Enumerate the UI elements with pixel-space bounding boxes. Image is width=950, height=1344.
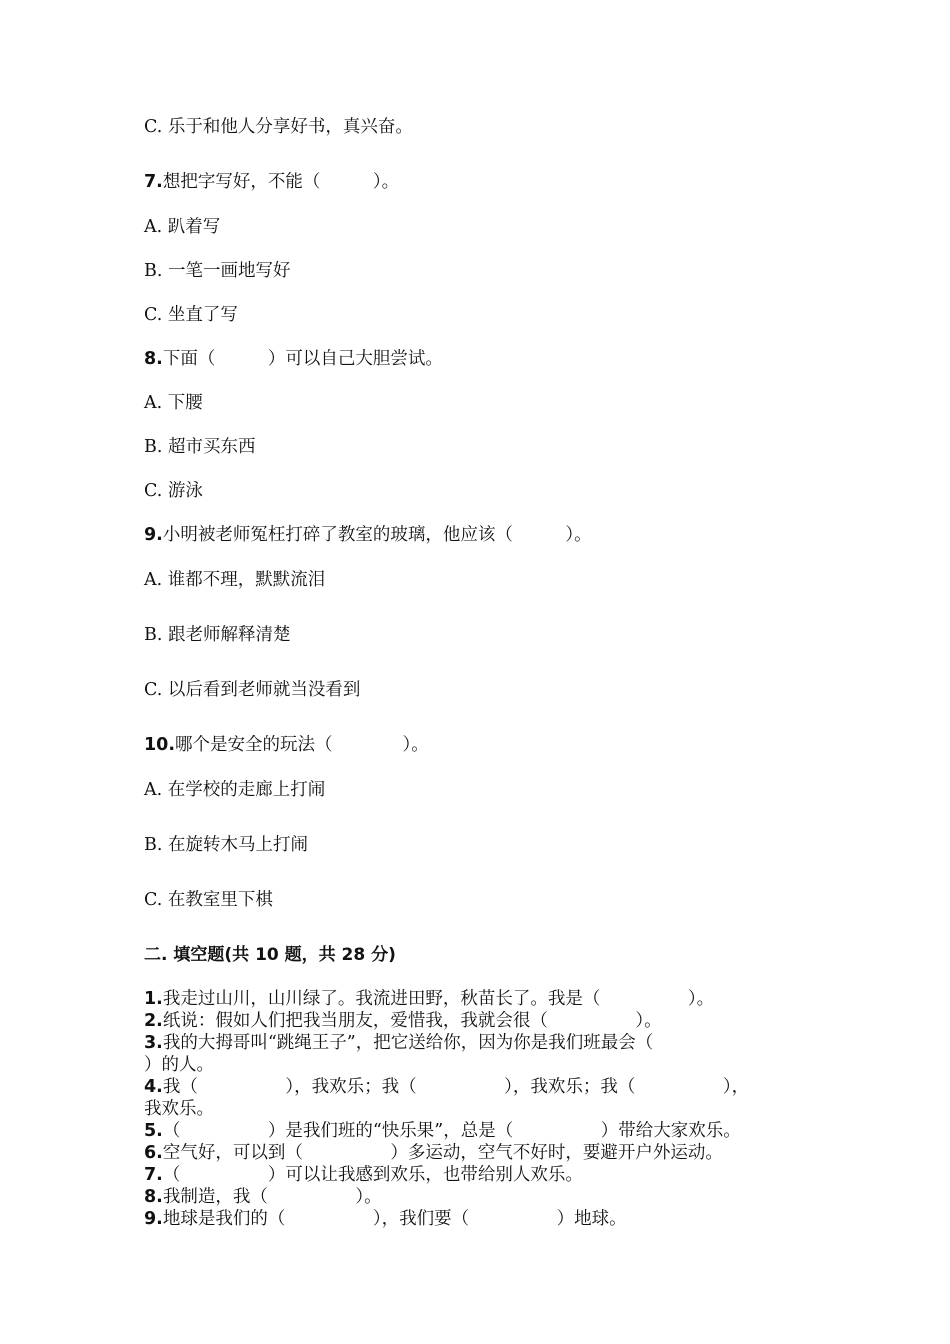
q10-option-a: A. 在学校的走廊上打闹 [144, 780, 326, 800]
fill-item-number: 9. [144, 1209, 163, 1229]
q10-number: 10. [144, 735, 176, 755]
fill-item-text: 空气好，可以到（ ）多运动，空气不好时，要避开户外运动。 [162, 1143, 723, 1163]
fill-item-9 [144, 1208, 627, 1230]
fill-item-text: 纸说：假如人们把我当朋友，爱惜我，我就会很（ ）。 [162, 1011, 662, 1031]
fill-item-number: 8. [144, 1187, 163, 1207]
q9-option-c: C. 以后看到老师就当没看到 [144, 680, 361, 700]
q10-stem-text: 哪个是安全的玩法（ ）。 [175, 735, 429, 755]
q9-option-a: A. 谁都不理，默默流泪 [144, 570, 326, 590]
q9-option-b: B. 跟老师解释清楚 [144, 625, 291, 645]
fill-item-8 [144, 1186, 382, 1208]
fill-item-2 [144, 1010, 662, 1032]
fill-item-text: 我走过山川，山川绿了。我流进田野，秋苗长了。我是（ ）。 [162, 989, 715, 1009]
q7-stem-text: 想把字写好，不能（ ）。 [162, 172, 400, 192]
fill-item-number: 5. [144, 1121, 163, 1141]
q7-option-b: B. 一笔一画地写好 [144, 261, 291, 281]
q7-option-a: A. 趴着写 [144, 217, 221, 237]
fill-item-text: （ ）可以让我感到欢乐，也带给别人欢乐。 [162, 1165, 583, 1185]
fill-item-5 [144, 1120, 741, 1142]
q8-stem-text: 下面（ ）可以自己大胆尝试。 [162, 349, 443, 369]
fill-item-number: 4. [144, 1077, 163, 1097]
fill-item-number: 3. [144, 1033, 163, 1053]
q9-stem [144, 524, 592, 546]
q10-option-b: B. 在旋转木马上打闹 [144, 835, 308, 855]
q7-stem [144, 171, 399, 193]
fill-item-1 [144, 988, 714, 1010]
fill-item-text: 我制造，我（ ）。 [162, 1187, 382, 1207]
fill-item-text: （ ）是我们班的“快乐果”，总是（ ）带给大家欢乐。 [162, 1121, 741, 1141]
fill-item-text: 我（ ），我欢乐；我（ ），我欢乐；我（ ）， [162, 1077, 750, 1097]
fill-item-number: 6. [144, 1143, 163, 1163]
q10-option-c: C. 在教室里下棋 [144, 890, 273, 910]
q6-option-c: C. 乐于和他人分享好书，真兴奋。 [144, 117, 413, 137]
fill-item-number: 1. [144, 989, 163, 1009]
fill-item-text: 地球是我们的（ ），我们要（ ）地球。 [162, 1209, 627, 1229]
q9-stem-text: 小明被老师冤枉打碎了教室的玻璃，他应该（ ）。 [162, 525, 592, 545]
q7-number: 7. [144, 172, 163, 192]
fill-item-number: 2. [144, 1011, 163, 1031]
q8-option-c: C. 游泳 [144, 481, 203, 501]
fill-item-4-continued: 我欢乐。 [144, 1099, 214, 1119]
fill-item-6 [144, 1142, 723, 1164]
fill-item-7 [144, 1164, 583, 1186]
q8-option-a: A. 下腰 [144, 393, 203, 413]
q7-option-c: C. 坐直了写 [144, 305, 238, 325]
fill-item-number: 7. [144, 1165, 163, 1185]
fill-item-4 [144, 1076, 749, 1098]
q8-option-b: B. 超市买东西 [144, 437, 256, 457]
fill-item-3 [144, 1032, 653, 1054]
q10-stem [144, 734, 429, 756]
q8-stem [144, 348, 443, 370]
q8-number: 8. [144, 349, 163, 369]
section-heading: 二. 填空题(共 10 题，共 28 分) [144, 945, 396, 965]
fill-item-text: 我的大拇哥叫“跳绳王子”，把它送给你，因为你是我们班最会（ [162, 1033, 654, 1053]
fill-item-3-continued: ）的人。 [144, 1055, 214, 1075]
q9-number: 9. [144, 525, 163, 545]
